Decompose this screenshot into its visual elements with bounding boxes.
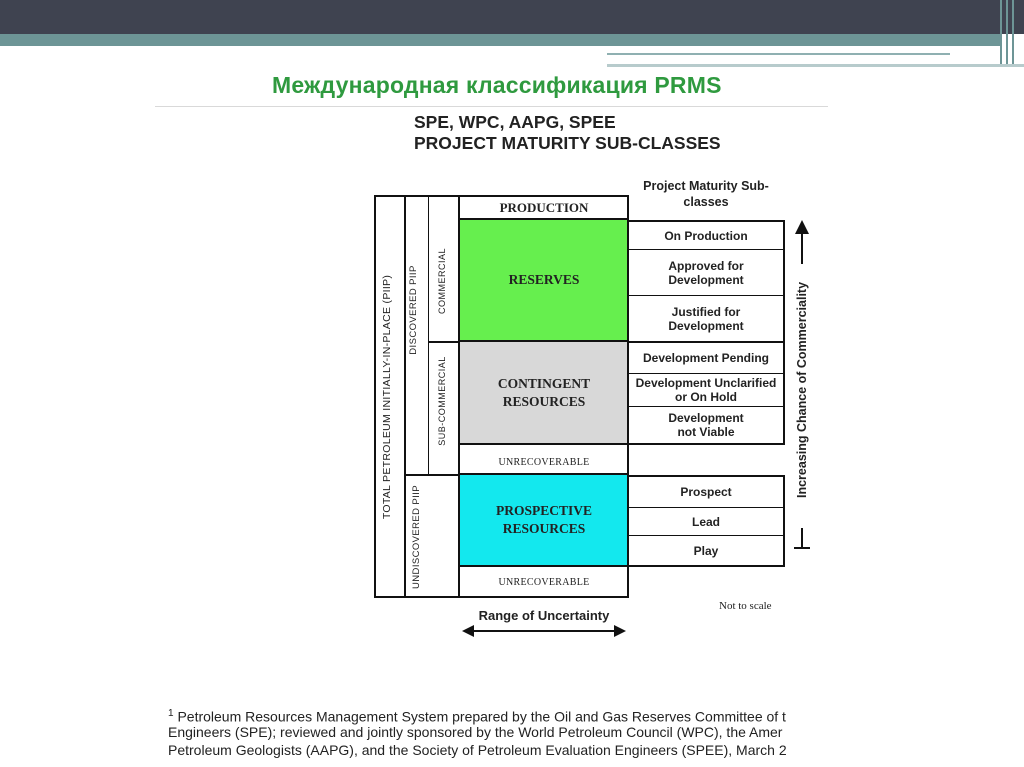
footnote-text-1: Petroleum Resources Management System prepared by the Oil and Gas Reserves Committee of t [177, 708, 786, 725]
slide-title: Международная классификация PRMS [272, 72, 722, 98]
commerciality-label: Increasing Chance of Commerciality [795, 281, 809, 498]
banner-stripe [1012, 0, 1014, 64]
arrow-left-icon [462, 625, 474, 637]
maturity-on-production: On Production [629, 222, 783, 250]
maturity-dev-not-viable: Development not Viable [668, 411, 744, 439]
footnote-line-2: Engineers (SPE); reviewed and jointly sponsored by the World Petroleum Council (WPC), the Amer [168, 724, 783, 740]
total-piip-label: TOTAL PETROLEUM INITIALLY-IN-PLACE (PIIP) [381, 274, 393, 520]
maturity-prospect: Prospect [629, 477, 783, 508]
maturity-justified: Justified for Development [668, 304, 744, 333]
title-divider [155, 106, 828, 107]
top-banner-accent [0, 34, 1000, 46]
banner-stripe [1000, 0, 1002, 64]
sub-commercial-label: SUB-COMMERCIAL [437, 356, 447, 446]
divider [404, 474, 460, 476]
production-cell: PRODUCTION [460, 197, 628, 220]
arrow-right-icon [614, 625, 626, 637]
range-of-uncertainty-label: Range of Uncertainty [478, 607, 610, 623]
not-to-scale-note: Not to scale [719, 600, 772, 612]
top-banner [0, 0, 1024, 34]
footnote-marker: 1 [168, 708, 174, 719]
footnote-clip-mask [829, 700, 1024, 767]
arrow-up-icon [795, 220, 809, 234]
organizations-heading: SPE, WPC, AAPG, SPEE [414, 112, 616, 132]
maturity-dev-pending: Development Pending [629, 343, 783, 374]
uncertainty-arrow [462, 624, 626, 638]
commercial-label: COMMERCIAL [437, 248, 447, 315]
divider [428, 195, 429, 476]
maturity-approved: Approved for Development [629, 250, 783, 296]
reserves-cell: RESERVES [460, 220, 628, 342]
maturity-lead: Lead [629, 508, 783, 536]
banner-rule [607, 53, 950, 55]
maturity-heading: PROJECT MATURITY SUB-CLASSES [414, 133, 721, 153]
footnote-line-3: Petroleum Geologists (AAPG), and the Society of Petroleum Evaluation Engineers (SPEE), March 2 [168, 742, 787, 758]
unrecoverable-discovered-cell: UNRECOVERABLE [460, 445, 628, 475]
contingent-resources-cell: CONTINGENT RESOURCES [460, 342, 628, 445]
banner-rule [607, 64, 1024, 67]
unrecoverable-undiscovered-cell: UNRECOVERABLE [498, 576, 590, 588]
prospective-resources-cell: PROSPECTIVE RESOURCES [460, 475, 628, 567]
undiscovered-piip-label: UNDISCOVERED PIIP [411, 485, 422, 589]
maturity-subclasses-header: Project Maturity Sub-classes [643, 179, 769, 209]
maturity-play: Play [693, 543, 719, 558]
maturity-dev-unclarified: Development Unclarified or On Hold [629, 374, 783, 407]
discovered-piip-label: DISCOVERED PIIP [408, 265, 419, 355]
divider [404, 195, 406, 598]
banner-stripe [1006, 0, 1008, 64]
